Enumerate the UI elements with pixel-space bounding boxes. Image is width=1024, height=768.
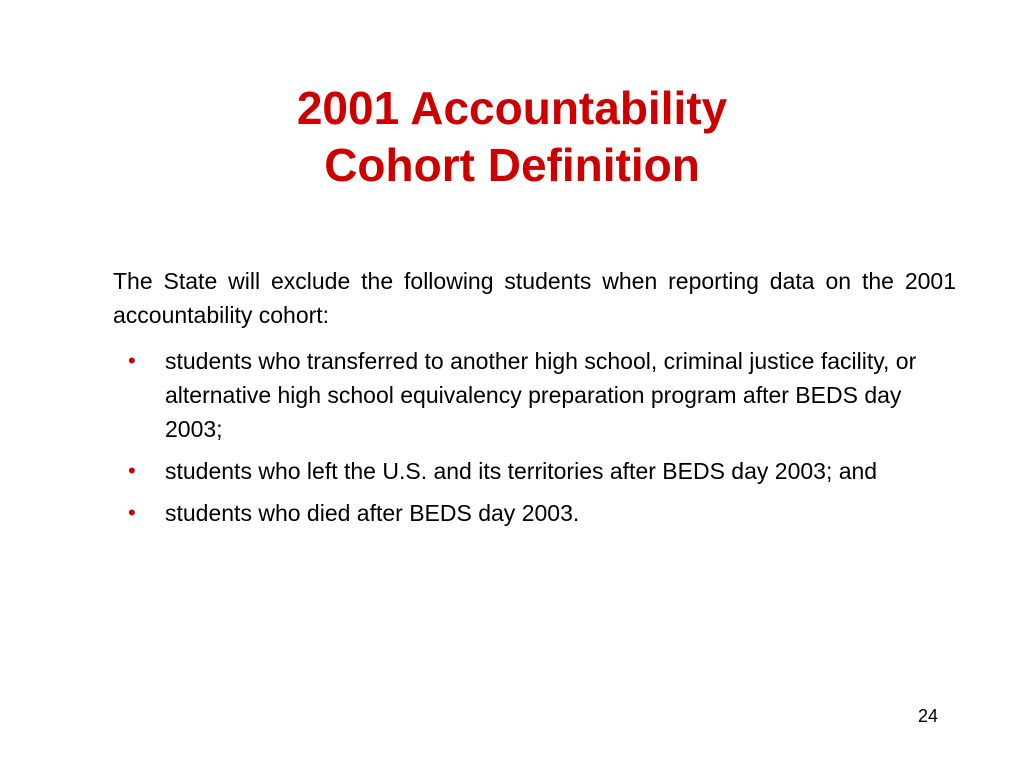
list-item-text: students who died after BEDS day 2003. (165, 500, 580, 526)
list-item (128, 344, 928, 446)
bullet-icon: • (128, 500, 136, 525)
list-item-text: students who left the U.S. and its territories after BEDS day 2003; and (165, 458, 878, 484)
page-number: 24 (917, 706, 938, 726)
slide-title-line-2: Cohort Definition (324, 139, 700, 191)
bullet-icon: • (128, 348, 136, 373)
intro-paragraph: The State will exclude the following students when reporting data on the 2001 accountability cohort: (113, 268, 956, 328)
list-item (128, 454, 928, 488)
list-item (128, 496, 928, 530)
slide-title-line-1: 2001 Accountability (296, 82, 728, 134)
exclusion-list (128, 344, 928, 538)
list-item-text: students who transferred to another high school, criminal justice facility, or alternative high school equivalency preparation program after BEDS day 2003; (165, 348, 917, 442)
slide-title (0, 80, 1024, 194)
bullet-icon: • (128, 458, 136, 483)
